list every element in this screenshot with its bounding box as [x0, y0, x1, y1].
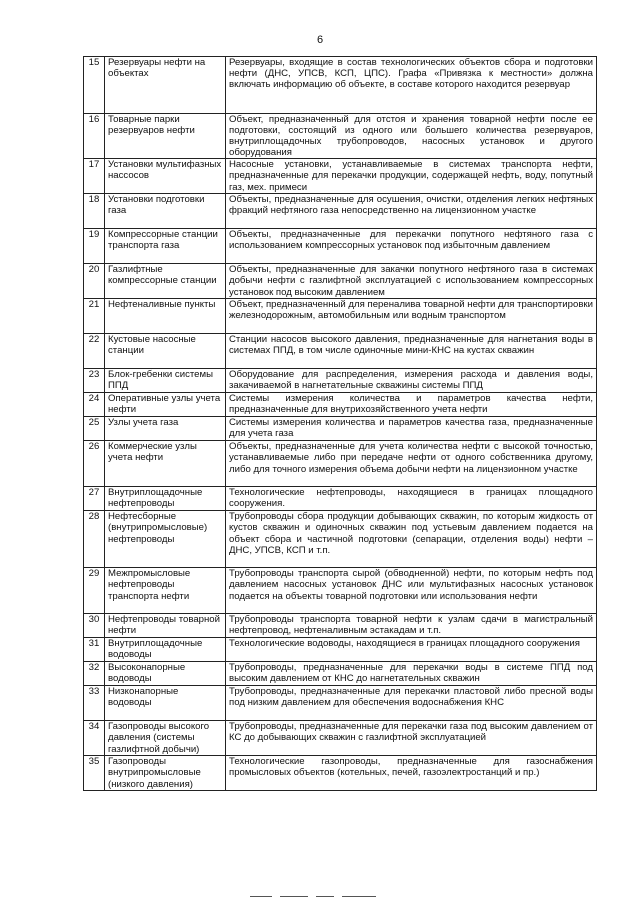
row-number: 35 — [84, 756, 105, 791]
table-row — [84, 417, 597, 441]
object-name: Внутриплощадочные нефтепроводы — [105, 487, 226, 511]
object-description: Технологические водоводы, находящиеся в границах площадного сооружения — [226, 638, 597, 662]
table-row — [84, 114, 597, 159]
object-name: Нефтеналивные пункты — [105, 299, 226, 334]
object-description: Объекты, предназначенные для осушения, очистки, отделения легких нефтяных фракций нефтяного газа непосредственно на лицензионном участке — [226, 194, 597, 229]
object-description: Трубопроводы, предназначенные для перекачки газа под высоким давлением от КС до добывающих скважин с газлифтной эксплуатацией — [226, 721, 597, 756]
row-number: 34 — [84, 721, 105, 756]
object-name: Нефтепроводы товарной нефти — [105, 614, 226, 638]
row-number: 20 — [84, 264, 105, 299]
object-description: Резервуары, входящие в состав технологических объектов сбора и подготовки нефти (ДНС, УПСВ, КСП, ЦПС). Графа «Привязка к местности» должна включать информацию об объекте, в составе которого находится резервуар — [226, 57, 597, 114]
table-row — [84, 334, 597, 369]
row-number: 16 — [84, 114, 105, 159]
object-name: Оперативные узлы учета нефти — [105, 393, 226, 417]
table-row — [84, 662, 597, 686]
object-name: Узлы учета газа — [105, 417, 226, 441]
object-description: Трубопроводы транспорта товарной нефти к узлам сдачи в магистральный нефтепровод, нефтеналивным эстакадам и т.п. — [226, 614, 597, 638]
object-name: Низконапорные водоводы — [105, 686, 226, 721]
object-description: Оборудование для распределения, измерения расхода и давления воды, закачиваемой в нагнетательные скважины системы ППД — [226, 369, 597, 393]
table-row — [84, 393, 597, 417]
object-name: Коммерческие узлы учета нефти — [105, 441, 226, 487]
table-row — [84, 487, 597, 511]
object-name: Высоконапорные водоводы — [105, 662, 226, 686]
object-description: Трубопроводы сбора продукции добывающих скважин, по которым жидкость от кустов скважин и одиночных скважин под устьевым давлением подается на объект сбора и частичной подготовки (сепарации, отделения воды) нефти – ДНС, УПСВ, КСП и т.п. — [226, 511, 597, 568]
row-number: 19 — [84, 229, 105, 264]
table-row — [84, 441, 597, 487]
object-name: Товарные парки резервуаров нефти — [105, 114, 226, 159]
table-row — [84, 638, 597, 662]
row-number: 25 — [84, 417, 105, 441]
row-number: 32 — [84, 662, 105, 686]
object-description: Технологические нефтепроводы, находящиеся в границах площадного сооружения. — [226, 487, 597, 511]
object-description: Трубопроводы транспорта сырой (обводненной) нефти, по которым нефть под давлением насосных установок ДНС или мультифазных насосных установок подается на объекты товарной подготовки или использования нефти — [226, 568, 597, 614]
table-row — [84, 229, 597, 264]
row-number: 18 — [84, 194, 105, 229]
object-name: Установки мультифазных нассосов — [105, 159, 226, 194]
table-row — [84, 369, 597, 393]
object-name: Установки подготовки газа — [105, 194, 226, 229]
table-row — [84, 159, 597, 194]
page-number: 6 — [316, 34, 324, 46]
object-description: Технологические газопроводы, предназначенные для газоснабжения промысловых объектов (котельных, печей, газоэлектростанций и пр.) — [226, 756, 597, 791]
objects-table-body — [84, 57, 597, 791]
object-description: Системы измерения количества и параметров качества нефти, предназначенные для внутрихозяйственного учета нефти — [226, 393, 597, 417]
object-description: Объект, предназначенный для переналива товарной нефти для транспортировки железнодорожным, автомобильным или водным транспортом — [226, 299, 597, 334]
object-description: Объекты, предназначенные для закачки попутного нефтяного газа в системах добычи нефти с газлифтной эксплуатацией с использованием компрессорных установок под высоким давлением — [226, 264, 597, 299]
table-row — [84, 756, 597, 791]
object-name: Кустовые насосные станции — [105, 334, 226, 369]
table-row — [84, 568, 597, 614]
row-number: 26 — [84, 441, 105, 487]
table-row — [84, 721, 597, 756]
table-row — [84, 264, 597, 299]
table-row — [84, 299, 597, 334]
object-description: Системы измерения количества и параметров качества газа, предназначенные для учета газа — [226, 417, 597, 441]
object-name: Нефтесборные (внутрипромысловые) нефтепроводы — [105, 511, 226, 568]
row-number: 29 — [84, 568, 105, 614]
table-row — [84, 511, 597, 568]
row-number: 21 — [84, 299, 105, 334]
object-name: Компрессорные станции транспорта газа — [105, 229, 226, 264]
object-name: Межпромысловые нефтепроводы транспорта нефти — [105, 568, 226, 614]
object-description: Трубопроводы, предназначенные для перекачки воды в системе ППД под высоким давлением от КНС до нагнетательных скважин — [226, 662, 597, 686]
table-row — [84, 614, 597, 638]
table-row — [84, 194, 597, 229]
object-description: Объекты, предназначенные для перекачки попутного нефтяного газа с использованием компрессорных установок под избыточным давлением — [226, 229, 597, 264]
row-number: 30 — [84, 614, 105, 638]
objects-table — [83, 56, 597, 791]
row-number: 24 — [84, 393, 105, 417]
object-name: Газопроводы внутрипромысловые (низкого давления) — [105, 756, 226, 791]
table-row — [84, 686, 597, 721]
table-row — [84, 57, 597, 114]
row-number: 33 — [84, 686, 105, 721]
row-number: 15 — [84, 57, 105, 114]
object-name: Блок-гребенки системы ППД — [105, 369, 226, 393]
row-number: 22 — [84, 334, 105, 369]
row-number: 17 — [84, 159, 105, 194]
object-name: Газлифтные компрессорные станции — [105, 264, 226, 299]
object-name: Газопроводы высокого давления (системы газлифтной добычи) — [105, 721, 226, 756]
object-name: Внутриплощадочные водоводы — [105, 638, 226, 662]
object-description: Станции насосов высокого давления, предназначенные для нагнетания воды в системах ППД, в том числе одиночные мини-КНС на кустах скважин — [226, 334, 597, 369]
object-name: Резервуары нефти на объектах — [105, 57, 226, 114]
object-description: Объекты, предназначенные для учета количества нефти с высокой точностью, устанавливаемые либо при передаче нефти от одного собственника другому, либо для точного измерения объема добычи нефти на лицензионном участке — [226, 441, 597, 487]
row-number: 23 — [84, 369, 105, 393]
row-number: 27 — [84, 487, 105, 511]
object-description: Насосные установки, устанавливаемые в системах транспорта нефти, предназначенные для перекачки продукции, содержащей нефть, воду, попутный газ, мех. примеси — [226, 159, 597, 194]
object-description: Трубопроводы, предназначенные для перекачки пластовой либо пресной воды под низким давлением для обеспечения водоснабжения КНС — [226, 686, 597, 721]
row-number: 28 — [84, 511, 105, 568]
object-description: Объект, предназначенный для отстоя и хранения товарной нефти после ее подготовки, состоящий из одного или большего количества резервуаров, внутриплощадочных трубопроводов, насосных установок и другого оборудования — [226, 114, 597, 159]
footer-scan-mark — [250, 896, 400, 900]
row-number: 31 — [84, 638, 105, 662]
